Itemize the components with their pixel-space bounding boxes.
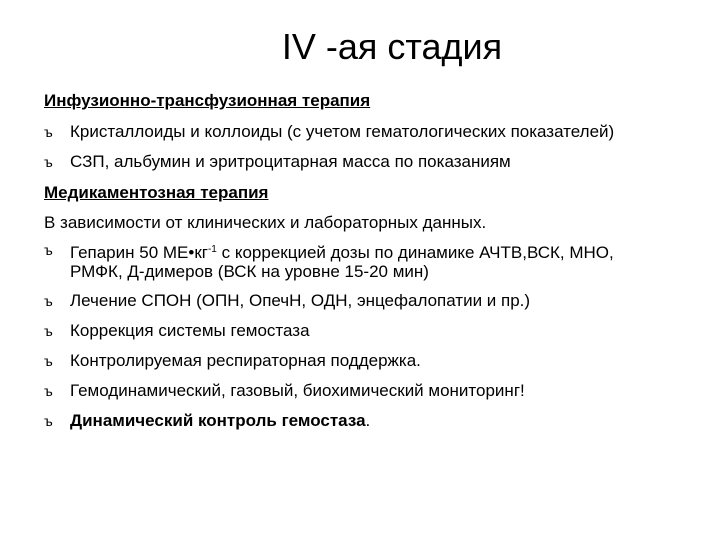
bullet-icon: ъ (44, 293, 53, 309)
heading-drug-therapy: Медикаментозная терапия (44, 183, 269, 202)
list-item (44, 321, 694, 341)
list-item-text: Коррекция системы гемостаза (70, 321, 310, 340)
bullet-icon: ъ (44, 383, 53, 399)
intro-text: В зависимости от клинических и лабораторных данных. (44, 213, 487, 232)
list-item-heparin (44, 240, 694, 281)
hemostasis-control-bold: Динамический контроль гемостаза (70, 411, 366, 430)
list-item (44, 122, 694, 142)
list-item-last (44, 411, 694, 431)
slide-content (44, 90, 694, 431)
list-item (44, 152, 694, 172)
list-item (44, 291, 694, 311)
heading-infusion-therapy: Инфузионно-трансфузионная терапия (44, 91, 371, 110)
heparin-line-1 (70, 240, 694, 263)
list-item-text: Гемодинамический, газовый, биохимический мониторинг! (70, 381, 525, 400)
heparin-line-1-rest: с коррекцией дозы по динамике АЧТВ,ВСК, МНО, (216, 243, 614, 262)
list-item-text: Кристаллоиды и коллоиды (с учетом гематологических показателей) (70, 122, 615, 141)
bullet-icon: ъ (44, 413, 53, 429)
hemostasis-control-tail: . (365, 411, 371, 430)
heparin-superscript: -1 (207, 244, 217, 255)
list-item-text: СЗП, альбумин и эритроцитарная масса по показаниям (70, 152, 511, 171)
list-item (44, 381, 694, 401)
bullet-icon: ъ (44, 323, 53, 339)
heparin-dose: Гепарин 50 МЕ•кг (70, 243, 208, 262)
list-item-text: Контролируемая респираторная поддержка. (70, 351, 421, 370)
bullet-icon: ъ (44, 124, 53, 140)
bullet-icon: ъ (44, 242, 53, 258)
bullet-icon: ъ (44, 353, 53, 369)
bullet-icon: ъ (44, 154, 53, 170)
list-item (44, 351, 694, 371)
heparin-line-2: РМФК, Д-димеров (ВСК на уровне 15-20 мин) (70, 262, 429, 281)
list-item-text: Лечение СПОН (ОПН, ОпечН, ОДН, энцефалопатии и пр.) (70, 291, 531, 310)
slide-title: IV -ая стадия (281, 26, 503, 67)
